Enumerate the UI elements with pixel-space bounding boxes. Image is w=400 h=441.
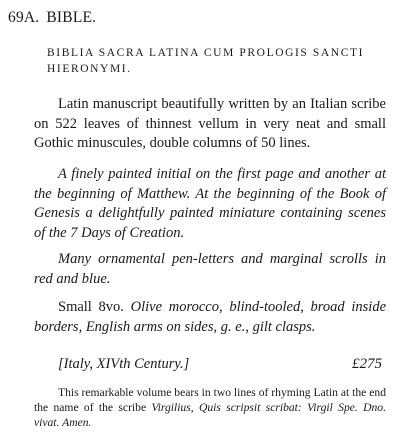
binding-details: Olive morocco, blind-tooled, broad inside borders, English arms on sides, g. e., gilt clasps. (34, 299, 386, 335)
scribe-colophon: Virgilius, Quis scripsit scribat: Virgil Spe. Dno. vivat. Amen. (34, 401, 387, 429)
entry-header (8, 9, 96, 27)
illumination-description: A finely painted initial on the first page and another at the beginning of Matthew. At the beginning of the Book of Genesis a delightfully painted miniature containing scenes of the 7 Days of Creation. (34, 166, 386, 241)
entry-number: 69A. (8, 9, 40, 26)
ornament-description: Many ornamental pen-letters and marginal scrolls in red and blue. (34, 251, 386, 287)
book-format: Small 8vo. (58, 299, 124, 315)
binding-description (34, 298, 386, 337)
entry-title: BIBLE. (46, 9, 97, 26)
latin-title: BIBLIA SACRA LATINA CUM PROLOGIS SANCTI HIERONYMI. (47, 47, 365, 75)
note-text: This remarkable volume bears in two lines of rhyming Latin at the end the name of the scribe (34, 386, 386, 414)
manuscript-description: Latin manuscript beautifully written by an Italian scribe on 522 leaves of thinnest vellum in very neat and small Gothic minuscules, double columns of 50 lines. (34, 96, 386, 151)
scribe-note (34, 385, 386, 430)
price: £275 (352, 356, 382, 372)
origin-date: [Italy, XIVth Century.] (58, 356, 190, 372)
